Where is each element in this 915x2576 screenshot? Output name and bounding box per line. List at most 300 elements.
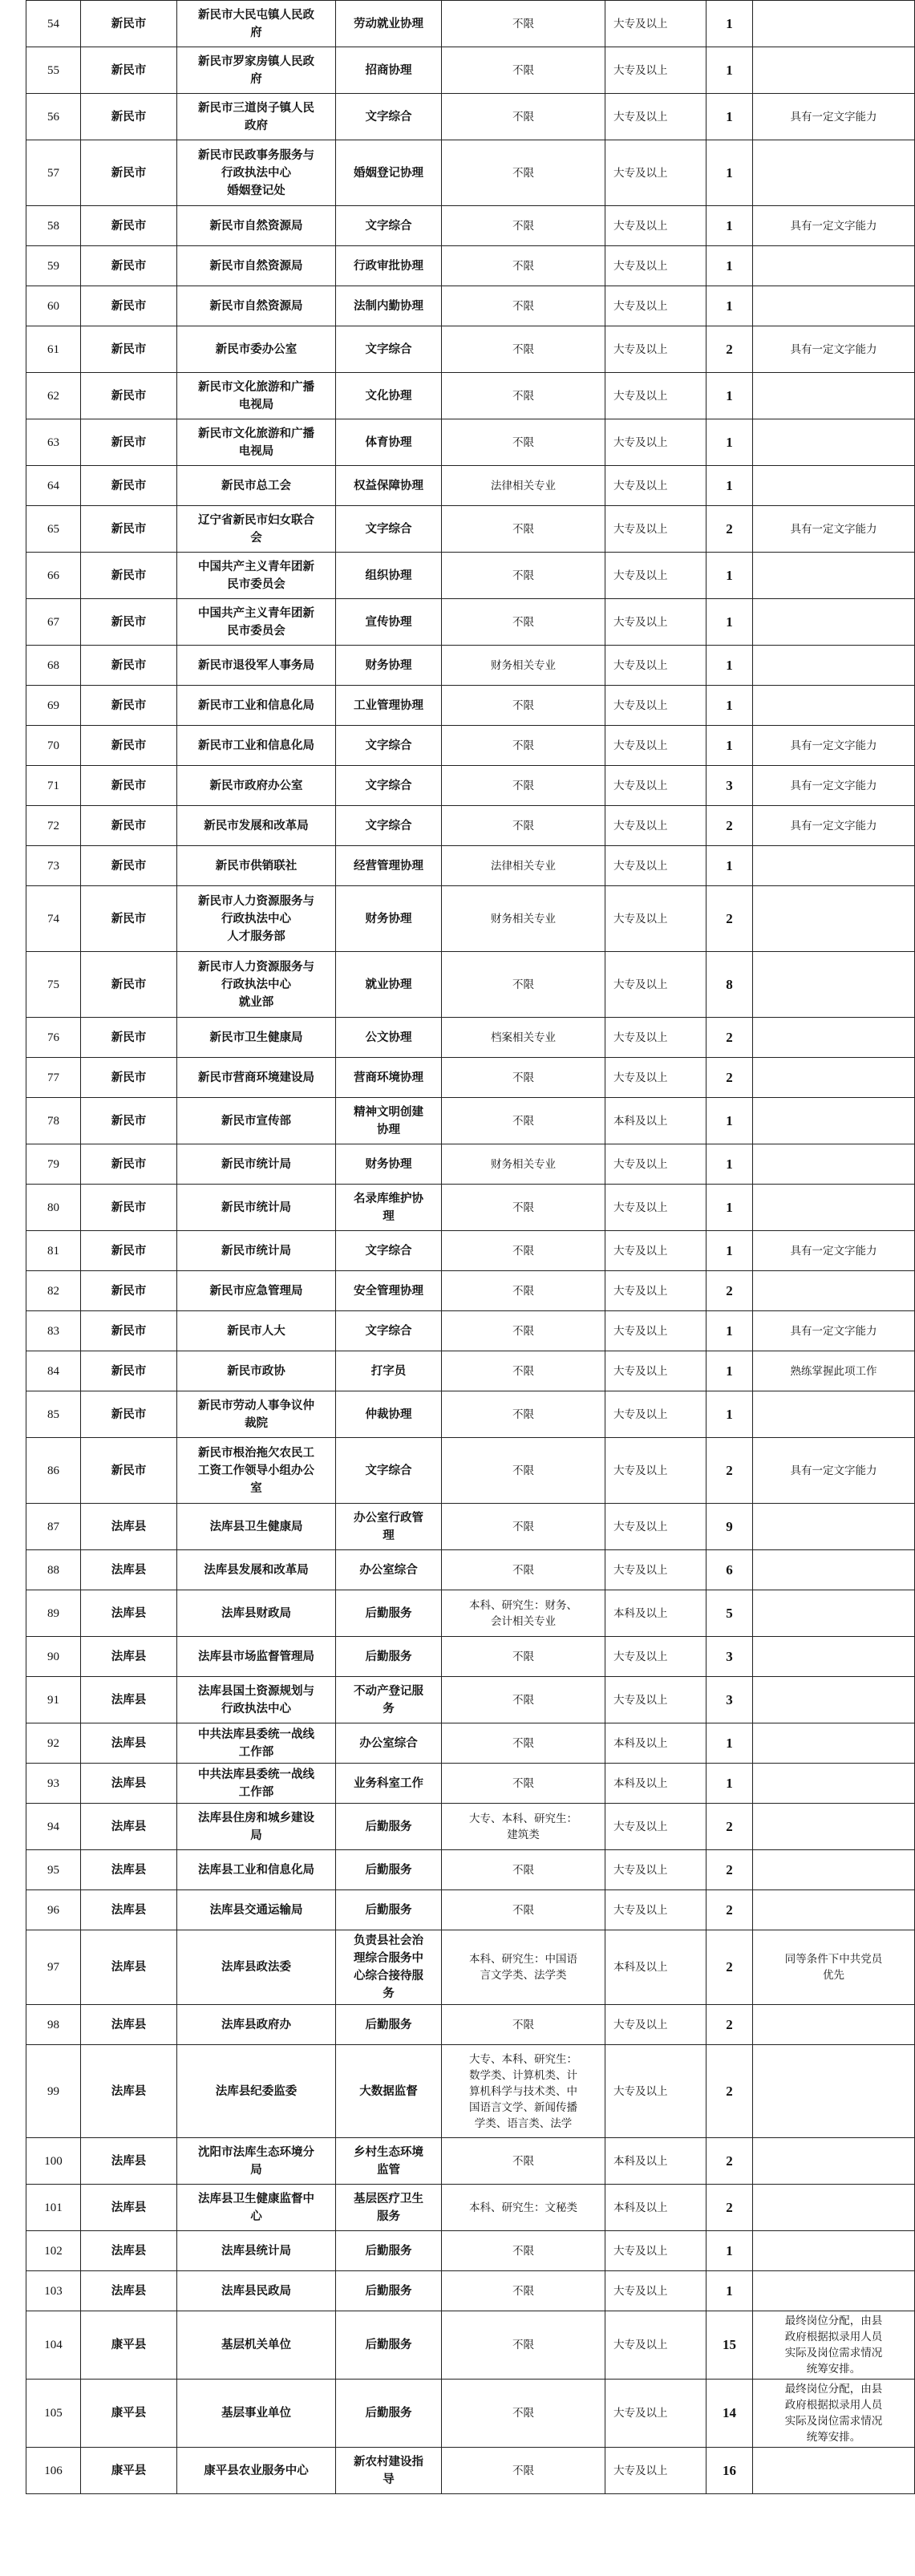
unit-cell: 新民市人力资源服务与 行政执法中心 就业部 bbox=[177, 952, 336, 1018]
row-number: 69 bbox=[26, 686, 81, 726]
headcount-cell: 1 bbox=[706, 726, 753, 766]
row-number: 74 bbox=[26, 886, 81, 952]
headcount-cell: 2 bbox=[706, 886, 753, 952]
row-number: 103 bbox=[26, 2271, 81, 2311]
table-row bbox=[26, 1550, 915, 1590]
education-cell: 大专及以上 bbox=[605, 806, 706, 846]
major-cell: 不限 bbox=[442, 952, 605, 1018]
major-cell: 本科、研究生：文秘类 bbox=[442, 2185, 605, 2231]
major-cell: 不限 bbox=[442, 2271, 605, 2311]
headcount-cell: 1 bbox=[706, 2231, 753, 2271]
post-cell: 后勤服务 bbox=[336, 1637, 442, 1677]
education-cell: 大专及以上 bbox=[605, 646, 706, 686]
row-number: 77 bbox=[26, 1058, 81, 1098]
education-cell: 大专及以上 bbox=[605, 952, 706, 1018]
headcount-cell: 1 bbox=[706, 1311, 753, 1351]
table-row bbox=[26, 553, 915, 599]
row-number: 76 bbox=[26, 1018, 81, 1058]
city-cell: 新民市 bbox=[81, 806, 177, 846]
row-number: 75 bbox=[26, 952, 81, 1018]
table-row bbox=[26, 686, 915, 726]
table-row bbox=[26, 140, 915, 206]
city-cell: 法库县 bbox=[81, 1850, 177, 1890]
major-cell: 不限 bbox=[442, 599, 605, 646]
note-cell bbox=[753, 1723, 915, 1764]
headcount-cell: 1 bbox=[706, 1, 753, 47]
row-number: 58 bbox=[26, 206, 81, 246]
city-cell: 新民市 bbox=[81, 419, 177, 466]
note-cell: 具有一定文字能力 bbox=[753, 1231, 915, 1271]
note-cell bbox=[753, 466, 915, 506]
city-cell: 新民市 bbox=[81, 686, 177, 726]
note-cell bbox=[753, 686, 915, 726]
headcount-cell: 1 bbox=[706, 686, 753, 726]
education-cell: 大专及以上 bbox=[605, 94, 706, 140]
unit-cell: 新民市人力资源服务与 行政执法中心 人才服务部 bbox=[177, 886, 336, 952]
major-cell: 不限 bbox=[442, 1311, 605, 1351]
unit-cell: 新民市发展和改革局 bbox=[177, 806, 336, 846]
unit-cell: 法库县财政局 bbox=[177, 1590, 336, 1637]
education-cell: 大专及以上 bbox=[605, 1637, 706, 1677]
table-row bbox=[26, 1504, 915, 1550]
table-row bbox=[26, 2045, 915, 2138]
headcount-cell: 2 bbox=[706, 1438, 753, 1504]
headcount-cell: 2 bbox=[706, 1930, 753, 2005]
post-cell: 文化协理 bbox=[336, 373, 442, 419]
note-cell bbox=[753, 646, 915, 686]
major-cell: 不限 bbox=[442, 94, 605, 140]
city-cell: 新民市 bbox=[81, 326, 177, 373]
education-cell: 本科及以上 bbox=[605, 2138, 706, 2185]
education-cell: 大专及以上 bbox=[605, 1850, 706, 1890]
table-row bbox=[26, 1890, 915, 1930]
row-number: 63 bbox=[26, 419, 81, 466]
row-number: 100 bbox=[26, 2138, 81, 2185]
education-cell: 大专及以上 bbox=[605, 1, 706, 47]
table-row bbox=[26, 506, 915, 553]
headcount-cell: 1 bbox=[706, 94, 753, 140]
row-number: 85 bbox=[26, 1391, 81, 1438]
major-cell: 不限 bbox=[442, 1351, 605, 1391]
education-cell: 大专及以上 bbox=[605, 726, 706, 766]
education-cell: 大专及以上 bbox=[605, 2448, 706, 2494]
major-cell: 不限 bbox=[442, 766, 605, 806]
city-cell: 法库县 bbox=[81, 1590, 177, 1637]
post-cell: 法制内勤协理 bbox=[336, 286, 442, 326]
major-cell: 档案相关专业 bbox=[442, 1018, 605, 1058]
education-cell: 大专及以上 bbox=[605, 326, 706, 373]
major-cell: 不限 bbox=[442, 1231, 605, 1271]
education-cell: 大专及以上 bbox=[605, 1231, 706, 1271]
table-row bbox=[26, 47, 915, 94]
headcount-cell: 2 bbox=[706, 1804, 753, 1850]
headcount-cell: 2 bbox=[706, 806, 753, 846]
major-cell: 不限 bbox=[442, 686, 605, 726]
major-cell: 不限 bbox=[442, 246, 605, 286]
headcount-cell: 2 bbox=[706, 1058, 753, 1098]
major-cell: 不限 bbox=[442, 1723, 605, 1764]
row-number: 89 bbox=[26, 1590, 81, 1637]
note-cell bbox=[753, 553, 915, 599]
headcount-cell: 2 bbox=[706, 326, 753, 373]
headcount-cell: 9 bbox=[706, 1504, 753, 1550]
post-cell: 财务协理 bbox=[336, 886, 442, 952]
table-row bbox=[26, 373, 915, 419]
unit-cell: 康平县农业服务中心 bbox=[177, 2448, 336, 2494]
row-number: 93 bbox=[26, 1764, 81, 1804]
row-number: 67 bbox=[26, 599, 81, 646]
table-row bbox=[26, 419, 915, 466]
headcount-cell: 1 bbox=[706, 553, 753, 599]
headcount-cell: 16 bbox=[706, 2448, 753, 2494]
city-cell: 法库县 bbox=[81, 2185, 177, 2231]
major-cell: 不限 bbox=[442, 1185, 605, 1231]
unit-cell: 新民市文化旅游和广播 电视局 bbox=[177, 373, 336, 419]
table-row bbox=[26, 1185, 915, 1231]
city-cell: 新民市 bbox=[81, 1, 177, 47]
major-cell: 不限 bbox=[442, 1438, 605, 1504]
unit-cell: 法库县民政局 bbox=[177, 2271, 336, 2311]
unit-cell: 新民市总工会 bbox=[177, 466, 336, 506]
headcount-cell: 1 bbox=[706, 1185, 753, 1231]
city-cell: 法库县 bbox=[81, 1890, 177, 1930]
note-cell bbox=[753, 419, 915, 466]
post-cell: 文字综合 bbox=[336, 1231, 442, 1271]
education-cell: 大专及以上 bbox=[605, 140, 706, 206]
headcount-cell: 15 bbox=[706, 2311, 753, 2380]
major-cell: 不限 bbox=[442, 1890, 605, 1930]
table-row bbox=[26, 846, 915, 886]
unit-cell: 法库县卫生健康局 bbox=[177, 1504, 336, 1550]
unit-cell: 新民市卫生健康局 bbox=[177, 1018, 336, 1058]
major-cell: 不限 bbox=[442, 1637, 605, 1677]
city-cell: 新民市 bbox=[81, 1231, 177, 1271]
table-row bbox=[26, 1, 915, 47]
table-row bbox=[26, 1271, 915, 1311]
unit-cell: 法库县政法委 bbox=[177, 1930, 336, 2005]
post-cell: 业务科室工作 bbox=[336, 1764, 442, 1804]
row-number: 70 bbox=[26, 726, 81, 766]
education-cell: 大专及以上 bbox=[605, 2380, 706, 2448]
post-cell: 乡村生态环境 监管 bbox=[336, 2138, 442, 2185]
city-cell: 新民市 bbox=[81, 206, 177, 246]
note-cell bbox=[753, 599, 915, 646]
unit-cell: 法库县政府办 bbox=[177, 2005, 336, 2045]
unit-cell: 新民市宣传部 bbox=[177, 1098, 336, 1144]
major-cell: 不限 bbox=[442, 47, 605, 94]
education-cell: 大专及以上 bbox=[605, 206, 706, 246]
note-cell bbox=[753, 1, 915, 47]
unit-cell: 新民市委办公室 bbox=[177, 326, 336, 373]
city-cell: 新民市 bbox=[81, 846, 177, 886]
education-cell: 大专及以上 bbox=[605, 1550, 706, 1590]
post-cell: 宣传协理 bbox=[336, 599, 442, 646]
row-number: 62 bbox=[26, 373, 81, 419]
headcount-cell: 1 bbox=[706, 1144, 753, 1185]
city-cell: 康平县 bbox=[81, 2311, 177, 2380]
table-row bbox=[26, 2005, 915, 2045]
city-cell: 法库县 bbox=[81, 1804, 177, 1850]
unit-cell: 新民市自然资源局 bbox=[177, 246, 336, 286]
row-number: 56 bbox=[26, 94, 81, 140]
note-cell bbox=[753, 2185, 915, 2231]
unit-cell: 法库县统计局 bbox=[177, 2231, 336, 2271]
note-cell: 最终岗位分配，由县 政府根据拟录用人员 实际及岗位需求情况 统筹安排。 bbox=[753, 2311, 915, 2380]
note-cell bbox=[753, 286, 915, 326]
unit-cell: 沈阳市法库生态环境分 局 bbox=[177, 2138, 336, 2185]
headcount-cell: 1 bbox=[706, 1098, 753, 1144]
education-cell: 大专及以上 bbox=[605, 1058, 706, 1098]
city-cell: 新民市 bbox=[81, 506, 177, 553]
major-cell: 不限 bbox=[442, 1058, 605, 1098]
city-cell: 新民市 bbox=[81, 1351, 177, 1391]
education-cell: 本科及以上 bbox=[605, 2185, 706, 2231]
city-cell: 法库县 bbox=[81, 1677, 177, 1723]
city-cell: 法库县 bbox=[81, 1550, 177, 1590]
major-cell: 不限 bbox=[442, 206, 605, 246]
post-cell: 权益保障协理 bbox=[336, 466, 442, 506]
post-cell: 体育协理 bbox=[336, 419, 442, 466]
headcount-cell: 1 bbox=[706, 846, 753, 886]
note-cell: 同等条件下中共党员 优先 bbox=[753, 1930, 915, 2005]
post-cell: 后勤服务 bbox=[336, 1890, 442, 1930]
education-cell: 大专及以上 bbox=[605, 2005, 706, 2045]
unit-cell: 法库县市场监督管理局 bbox=[177, 1637, 336, 1677]
post-cell: 招商协理 bbox=[336, 47, 442, 94]
city-cell: 康平县 bbox=[81, 2448, 177, 2494]
table-row bbox=[26, 599, 915, 646]
post-cell: 负责县社会治 理综合服务中 心综合接待服 务 bbox=[336, 1930, 442, 2005]
headcount-cell: 1 bbox=[706, 246, 753, 286]
row-number: 59 bbox=[26, 246, 81, 286]
education-cell: 大专及以上 bbox=[605, 2311, 706, 2380]
unit-cell: 新民市统计局 bbox=[177, 1231, 336, 1271]
unit-cell: 基层事业单位 bbox=[177, 2380, 336, 2448]
major-cell: 法律相关专业 bbox=[442, 466, 605, 506]
note-cell bbox=[753, 2138, 915, 2185]
post-cell: 后勤服务 bbox=[336, 2311, 442, 2380]
row-number: 80 bbox=[26, 1185, 81, 1231]
post-cell: 营商环境协理 bbox=[336, 1058, 442, 1098]
unit-cell: 新民市自然资源局 bbox=[177, 206, 336, 246]
city-cell: 新民市 bbox=[81, 553, 177, 599]
post-cell: 经营管理协理 bbox=[336, 846, 442, 886]
row-number: 81 bbox=[26, 1231, 81, 1271]
headcount-cell: 6 bbox=[706, 1550, 753, 1590]
city-cell: 法库县 bbox=[81, 1723, 177, 1764]
city-cell: 新民市 bbox=[81, 1185, 177, 1231]
headcount-cell: 2 bbox=[706, 506, 753, 553]
headcount-cell: 1 bbox=[706, 1723, 753, 1764]
city-cell: 康平县 bbox=[81, 2380, 177, 2448]
row-number: 73 bbox=[26, 846, 81, 886]
city-cell: 新民市 bbox=[81, 47, 177, 94]
unit-cell: 新民市退役军人事务局 bbox=[177, 646, 336, 686]
table-row bbox=[26, 286, 915, 326]
post-cell: 财务协理 bbox=[336, 646, 442, 686]
row-number: 57 bbox=[26, 140, 81, 206]
city-cell: 新民市 bbox=[81, 1098, 177, 1144]
note-cell: 具有一定文字能力 bbox=[753, 1311, 915, 1351]
education-cell: 本科及以上 bbox=[605, 1098, 706, 1144]
row-number: 61 bbox=[26, 326, 81, 373]
note-cell bbox=[753, 1271, 915, 1311]
education-cell: 大专及以上 bbox=[605, 1311, 706, 1351]
row-number: 66 bbox=[26, 553, 81, 599]
post-cell: 文字综合 bbox=[336, 806, 442, 846]
city-cell: 新民市 bbox=[81, 1144, 177, 1185]
note-cell bbox=[753, 1637, 915, 1677]
major-cell: 不限 bbox=[442, 1504, 605, 1550]
major-cell: 法律相关专业 bbox=[442, 846, 605, 886]
row-number: 55 bbox=[26, 47, 81, 94]
row-number: 68 bbox=[26, 646, 81, 686]
row-number: 99 bbox=[26, 2045, 81, 2138]
note-cell bbox=[753, 1098, 915, 1144]
city-cell: 新民市 bbox=[81, 246, 177, 286]
post-cell: 后勤服务 bbox=[336, 2231, 442, 2271]
row-number: 60 bbox=[26, 286, 81, 326]
headcount-cell: 1 bbox=[706, 1764, 753, 1804]
table-row bbox=[26, 1231, 915, 1271]
education-cell: 大专及以上 bbox=[605, 373, 706, 419]
note-cell: 熟练掌握此项工作 bbox=[753, 1351, 915, 1391]
major-cell: 不限 bbox=[442, 2231, 605, 2271]
city-cell: 新民市 bbox=[81, 1018, 177, 1058]
row-number: 78 bbox=[26, 1098, 81, 1144]
major-cell: 不限 bbox=[442, 1, 605, 47]
major-cell: 不限 bbox=[442, 2138, 605, 2185]
headcount-cell: 2 bbox=[706, 2138, 753, 2185]
table-row bbox=[26, 1018, 915, 1058]
row-number: 91 bbox=[26, 1677, 81, 1723]
major-cell: 不限 bbox=[442, 326, 605, 373]
unit-cell: 法库县纪委监委 bbox=[177, 2045, 336, 2138]
unit-cell: 法库县工业和信息化局 bbox=[177, 1850, 336, 1890]
row-number: 54 bbox=[26, 1, 81, 47]
table-row bbox=[26, 1098, 915, 1144]
city-cell: 法库县 bbox=[81, 2231, 177, 2271]
headcount-cell: 1 bbox=[706, 2271, 753, 2311]
headcount-cell: 1 bbox=[706, 206, 753, 246]
major-cell: 不限 bbox=[442, 726, 605, 766]
headcount-cell: 1 bbox=[706, 646, 753, 686]
headcount-cell: 3 bbox=[706, 1637, 753, 1677]
major-cell: 不限 bbox=[442, 286, 605, 326]
note-cell bbox=[753, 1391, 915, 1438]
note-cell bbox=[753, 1850, 915, 1890]
post-cell: 文字综合 bbox=[336, 326, 442, 373]
note-cell bbox=[753, 1018, 915, 1058]
education-cell: 大专及以上 bbox=[605, 766, 706, 806]
table-row bbox=[26, 1723, 915, 1764]
table-row bbox=[26, 94, 915, 140]
post-cell: 文字综合 bbox=[336, 206, 442, 246]
table-row bbox=[26, 1677, 915, 1723]
post-cell: 新农村建设指 导 bbox=[336, 2448, 442, 2494]
major-cell: 不限 bbox=[442, 1550, 605, 1590]
unit-cell: 法库县住房和城乡建设 局 bbox=[177, 1804, 336, 1850]
major-cell: 大专、本科、研究生： 建筑类 bbox=[442, 1804, 605, 1850]
education-cell: 本科及以上 bbox=[605, 1930, 706, 2005]
education-cell: 大专及以上 bbox=[605, 286, 706, 326]
row-number: 88 bbox=[26, 1550, 81, 1590]
row-number: 94 bbox=[26, 1804, 81, 1850]
education-cell: 大专及以上 bbox=[605, 1271, 706, 1311]
education-cell: 大专及以上 bbox=[605, 1804, 706, 1850]
post-cell: 后勤服务 bbox=[336, 2271, 442, 2311]
note-cell: 具有一定文字能力 bbox=[753, 326, 915, 373]
note-cell bbox=[753, 1185, 915, 1231]
note-cell bbox=[753, 952, 915, 1018]
unit-cell: 中国共产主义青年团新 民市委员会 bbox=[177, 599, 336, 646]
table-row bbox=[26, 2185, 915, 2231]
post-cell: 后勤服务 bbox=[336, 1850, 442, 1890]
note-cell bbox=[753, 2271, 915, 2311]
post-cell: 文字综合 bbox=[336, 726, 442, 766]
unit-cell: 新民市统计局 bbox=[177, 1185, 336, 1231]
post-cell: 后勤服务 bbox=[336, 2005, 442, 2045]
table-row bbox=[26, 1590, 915, 1637]
post-cell: 公文协理 bbox=[336, 1018, 442, 1058]
post-cell: 工业管理协理 bbox=[336, 686, 442, 726]
row-number: 79 bbox=[26, 1144, 81, 1185]
major-cell: 不限 bbox=[442, 806, 605, 846]
unit-cell: 新民市营商环境建设局 bbox=[177, 1058, 336, 1098]
post-cell: 文字综合 bbox=[336, 1438, 442, 1504]
education-cell: 大专及以上 bbox=[605, 846, 706, 886]
headcount-cell: 1 bbox=[706, 419, 753, 466]
headcount-cell: 1 bbox=[706, 1351, 753, 1391]
table-row bbox=[26, 806, 915, 846]
city-cell: 法库县 bbox=[81, 1504, 177, 1550]
note-cell bbox=[753, 2045, 915, 2138]
post-cell: 后勤服务 bbox=[336, 2380, 442, 2448]
row-number: 97 bbox=[26, 1930, 81, 2005]
row-number: 64 bbox=[26, 466, 81, 506]
row-number: 84 bbox=[26, 1351, 81, 1391]
post-cell: 办公室行政管 理 bbox=[336, 1504, 442, 1550]
major-cell: 不限 bbox=[442, 373, 605, 419]
headcount-cell: 2 bbox=[706, 1890, 753, 1930]
note-cell: 最终岗位分配，由县 政府根据拟录用人员 实际及岗位需求情况 统筹安排。 bbox=[753, 2380, 915, 2448]
education-cell: 大专及以上 bbox=[605, 1018, 706, 1058]
city-cell: 新民市 bbox=[81, 1311, 177, 1351]
unit-cell: 新民市供销联社 bbox=[177, 846, 336, 886]
table-row bbox=[26, 206, 915, 246]
table-body bbox=[26, 1, 915, 2494]
post-cell: 就业协理 bbox=[336, 952, 442, 1018]
major-cell: 不限 bbox=[442, 1391, 605, 1438]
city-cell: 新民市 bbox=[81, 726, 177, 766]
table-row bbox=[26, 952, 915, 1018]
row-number: 106 bbox=[26, 2448, 81, 2494]
unit-cell: 新民市统计局 bbox=[177, 1144, 336, 1185]
major-cell: 不限 bbox=[442, 1850, 605, 1890]
headcount-cell: 1 bbox=[706, 286, 753, 326]
major-cell: 不限 bbox=[442, 1098, 605, 1144]
row-number: 82 bbox=[26, 1271, 81, 1311]
positions-table bbox=[26, 0, 915, 2494]
education-cell: 本科及以上 bbox=[605, 1764, 706, 1804]
post-cell: 婚姻登记协理 bbox=[336, 140, 442, 206]
unit-cell: 中国共产主义青年团新 民市委员会 bbox=[177, 553, 336, 599]
city-cell: 新民市 bbox=[81, 599, 177, 646]
headcount-cell: 2 bbox=[706, 1850, 753, 1890]
major-cell: 不限 bbox=[442, 506, 605, 553]
city-cell: 法库县 bbox=[81, 2045, 177, 2138]
education-cell: 大专及以上 bbox=[605, 506, 706, 553]
